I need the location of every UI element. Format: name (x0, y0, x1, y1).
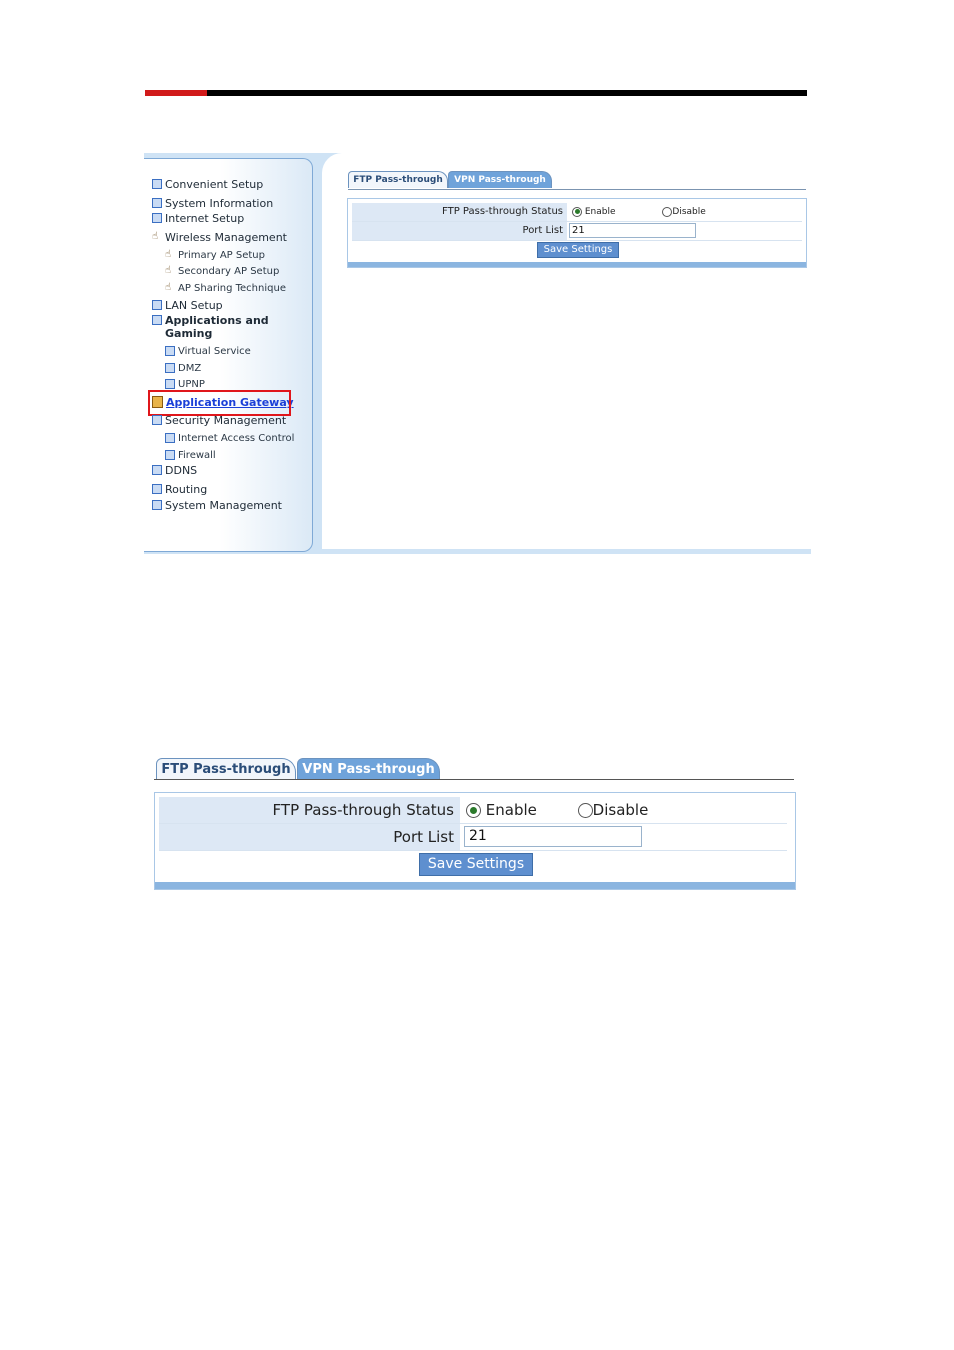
hand-pointer-icon: ☝ (165, 249, 172, 260)
sidebar-item-system-management[interactable]: System Management (152, 499, 282, 512)
square-bullet-icon (152, 500, 162, 510)
sidebar-item-system-information[interactable]: System Information (152, 197, 273, 210)
status-row-zoom (159, 797, 787, 824)
square-bullet-icon (165, 433, 175, 443)
tab-vpn-pass-through-zoom[interactable]: VPN Pass-through (297, 758, 440, 780)
enable-radio[interactable] (572, 207, 582, 217)
sidebar-item-ddns[interactable]: DDNS (152, 464, 197, 477)
header-rule-accent (145, 90, 207, 96)
sidebar-item-internet-setup[interactable]: Internet Setup (152, 212, 244, 225)
sidebar-item-primary-ap-setup[interactable]: ☝ Primary AP Setup (165, 249, 265, 261)
sidebar-item-convenient-setup[interactable]: Convenient Setup (152, 178, 263, 191)
square-bullet-icon (152, 179, 162, 189)
square-bullet-icon (165, 450, 175, 460)
port-list-input-zoom[interactable]: 21 (464, 826, 642, 847)
square-bullet-icon (152, 300, 162, 310)
tab-underline (348, 189, 806, 190)
port-row-zoom (159, 824, 787, 851)
sidebar-item-firewall[interactable]: Firewall (165, 449, 216, 462)
disable-radio[interactable] (662, 207, 672, 217)
router-ui-screenshot (144, 153, 811, 554)
panel-footer-bar (348, 262, 806, 267)
sidebar-item-wireless-management[interactable]: ☝ Wireless Management (152, 231, 287, 244)
hand-pointer-icon: ☝ (165, 282, 172, 293)
port-row (352, 222, 802, 241)
status-row (352, 203, 802, 222)
highlight-box (148, 390, 291, 416)
main-content (322, 153, 811, 549)
save-settings-button[interactable]: Save Settings (537, 242, 619, 258)
square-bullet-icon (152, 198, 162, 208)
square-bullet-icon (152, 415, 162, 425)
enable-label: Enable (584, 207, 616, 217)
disable-label: Disable (672, 207, 706, 217)
sidebar-item-routing[interactable]: Routing (152, 483, 207, 496)
enable-label-zoom: Enable (485, 801, 537, 819)
panel-footer-bar-zoom (155, 882, 795, 889)
hand-pointer-icon: ☝ (165, 265, 172, 276)
tab-vpn-pass-through[interactable]: VPN Pass-through (448, 171, 552, 188)
enable-radio-zoom[interactable] (466, 803, 481, 818)
square-bullet-icon (152, 315, 162, 325)
sidebar-item-internet-access-control[interactable]: Internet Access Control (165, 432, 294, 445)
sidebar-item-lan-setup[interactable]: LAN Setup (152, 299, 223, 312)
ftp-settings-panel-zoom (154, 792, 796, 890)
status-options-zoom (466, 797, 648, 823)
ftp-settings-panel (347, 198, 807, 268)
sidebar-item-security-management[interactable]: Security Management (152, 414, 286, 427)
sidebar-nav (144, 158, 313, 552)
header-rule (145, 90, 807, 96)
sidebar-item-upnp[interactable]: UPNP (165, 378, 205, 391)
port-label: Port List (352, 222, 567, 240)
square-bullet-icon (165, 379, 175, 389)
sidebar-item-virtual-service[interactable]: Virtual Service (165, 345, 251, 358)
save-settings-button-zoom[interactable]: Save Settings (419, 853, 533, 876)
square-bullet-icon (152, 465, 162, 475)
disable-label-zoom: Disable (592, 801, 649, 819)
tab-ftp-pass-through[interactable]: FTP Pass-through (348, 171, 448, 188)
tab-ftp-pass-through-zoom[interactable]: FTP Pass-through (156, 758, 296, 780)
status-label: FTP Pass-through Status (352, 203, 567, 221)
square-bullet-icon (152, 213, 162, 223)
port-label-zoom: Port List (159, 824, 460, 850)
sidebar-item-dmz[interactable]: DMZ (165, 362, 201, 375)
status-options (572, 203, 706, 221)
sidebar-item-ap-sharing-technique[interactable]: ☝ AP Sharing Technique (165, 282, 286, 294)
sidebar-item-applications-and-gaming[interactable]: Applications and Gaming (152, 314, 269, 340)
square-bullet-icon (165, 363, 175, 373)
sidebar-item-application-gateway[interactable]: Application Gateway (152, 396, 294, 409)
sidebar-item-secondary-ap-setup[interactable]: ☝ Secondary AP Setup (165, 265, 280, 277)
hand-pointer-icon: ☝ (152, 231, 159, 242)
zoomed-ftp-panel (154, 757, 796, 892)
tab-underline-zoom (154, 779, 794, 780)
port-list-input[interactable]: 21 (569, 223, 696, 238)
square-bullet-icon (152, 484, 162, 494)
square-bullet-icon (165, 346, 175, 356)
disable-radio-zoom[interactable] (578, 803, 593, 818)
status-label-zoom: FTP Pass-through Status (159, 797, 460, 823)
